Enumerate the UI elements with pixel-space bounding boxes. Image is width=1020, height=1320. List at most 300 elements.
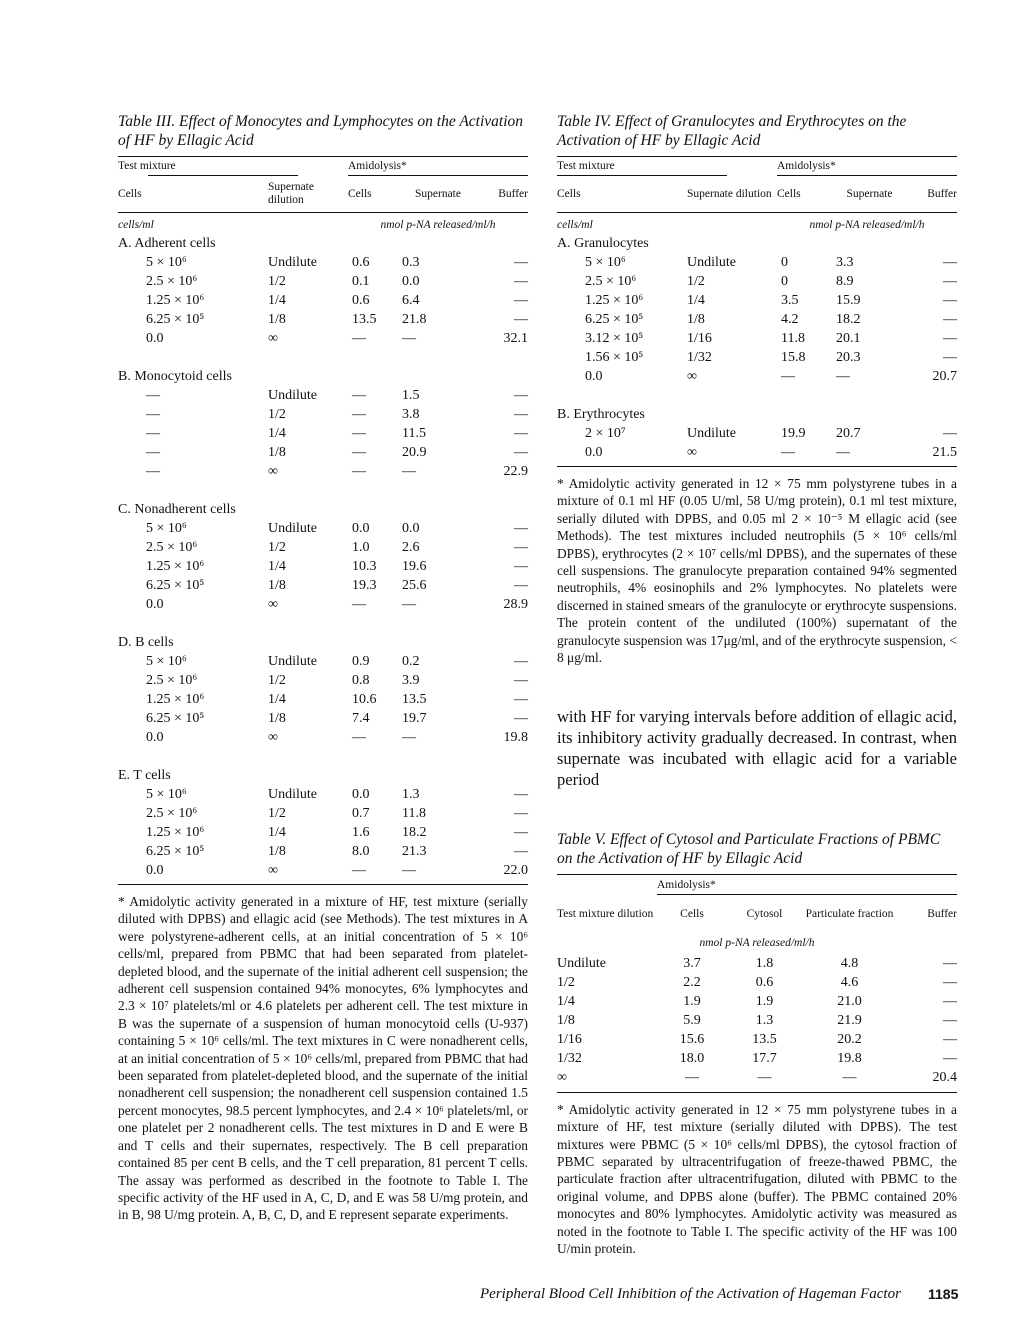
buffer-value: — [514, 406, 528, 422]
particulate-value: 4.8 [840, 956, 859, 972]
table3-footnote: * Amidolytic activity generated in a mixture of HF, test mixture (serially diluted with DPBS) and ellagic acid (see Methods). The test mixtures in A were polystyrene-adherent cells, at an initial concentration of 5 × 10⁶ cells/ml, prepared from PBMC that had been separated from platelet-depleted blood, and the supernate of the initial adherent cell suspension; the adherent cell suspension contained 94% monocytes, 6% lymphocytes and 2.3 × 10⁷ platelets/ml or 4.6 platelets per adherent cell. The test mixture in B was the supernate of a suspension of human monocytoid cells (U-937) containing 5 × 10⁶ cells/ml. The text mixtures in C were nonadherent cells, at an initial concentration of 5 × 10⁶ cells/ml, prepared from PBMC that had been separated from platelet-depleted blood, and the supernate of the initial nonadherent cell suspension; the nonadherent cell suspension contained 1.5 percent monocytes, 98.5 percent lymphocytes, and 2.4 × 10⁶ platelets/ml, or one platelet per 2 nonadherent cells. The test mixtures in D and E were B and T cells and their supernates, respectively. The B cell preparation contained 85 per cent B cells, and the T cell preparation, 81 percent T cells. The assay was performed as described in the footnote to Table I. The specific activity of the HF used in A, C, D, and E was 58 U/mg protein, and in B, 98 U/mg protein. A, B, C, D, and E represent separate experiments. [118, 894, 528, 1223]
table-row [118, 595, 528, 614]
cells-value: — [352, 406, 366, 422]
table5-footnote: * Amidolytic activity generated in 12 × 75 mm polystyrene tubes in a mixture of HF, test mixture (serially diluted with DPBS). The test mixtures were PBMC (5 × 10⁶ cells/ml DPBS), the cytosol fraction of PBMC separated by ultracentrifugation of freeze-thawed PBMC, the particulate fraction after ultracentrifugation, diluted with PBMC to the original volume, and DPBS alone (buffer). The PBMC contained 20% monocytes and 80% lymphocytes. Amidolytic activity was measured as noted in the footnote to Table I. The specific activity of the HF was 100 U/min protein. [557, 1101, 957, 1257]
buffer-value: — [514, 292, 528, 308]
dilution: ∞ [557, 1070, 567, 1086]
section-spacer [118, 481, 528, 500]
section-title: C. Nonadherent cells [118, 501, 236, 517]
cells-value: 0.6 [352, 292, 370, 308]
cell-count: 0.0 [585, 368, 603, 384]
table4-body [557, 234, 957, 462]
table-row [557, 993, 957, 1012]
buffer-value: — [514, 672, 528, 688]
buffer-value: — [943, 292, 957, 308]
cells-value: 8.0 [352, 843, 370, 859]
supernate-value: 1.3 [402, 786, 420, 802]
supernate-value: 0.3 [402, 254, 420, 270]
cell-count: 6.25 × 10⁵ [146, 710, 205, 726]
supernate-dilution: 1/2 [687, 273, 705, 289]
buffer-value: — [514, 691, 528, 707]
particulate-value: — [842, 1070, 857, 1086]
cytosol-value: 17.7 [752, 1051, 777, 1067]
table-row [118, 443, 528, 462]
buffer-value: — [514, 254, 528, 270]
table-row [118, 538, 528, 557]
table5-particulate-header: Particulate fraction [805, 908, 894, 921]
cell-count: 0.0 [146, 862, 164, 878]
cell-count: 1.25 × 10⁶ [146, 292, 205, 308]
particulate-value: 20.2 [837, 1032, 862, 1048]
supernate-value: 11.5 [402, 425, 426, 441]
table5-header [557, 875, 957, 955]
buffer-value: — [514, 311, 528, 327]
supernate-dilution: 1/4 [268, 691, 286, 707]
table-row [118, 424, 528, 443]
supernate-dilution: 1/2 [268, 406, 286, 422]
supernate-dilution: Undilute [687, 425, 736, 441]
body-paragraph: with HF for varying intervals before addition of ellagic acid, its inhibitory activity gradually decreased. In contrast, when supernate was incubated with ellagic acid for a variable period [557, 706, 957, 789]
supernate-value: 6.4 [402, 292, 420, 308]
cell-count: — [146, 444, 160, 460]
page-number: 1185 [928, 1286, 959, 1302]
cells-value: 5.9 [683, 1013, 701, 1029]
table-row [557, 253, 957, 272]
supernate-dilution: 1/8 [268, 710, 286, 726]
cells-value: 15.8 [781, 349, 806, 365]
dilution: Undilute [557, 956, 606, 972]
buffer-value: — [514, 539, 528, 555]
cells-value: 1.9 [683, 994, 701, 1010]
table5 [557, 875, 957, 1088]
section-title: B. Erythrocytes [557, 406, 645, 422]
supernate-dilution: 1/2 [268, 805, 286, 821]
table-row [557, 1069, 957, 1088]
table4-test-mixture-header: Test mixture [557, 157, 777, 179]
table3-header [118, 157, 528, 209]
supernate-value: — [402, 862, 416, 878]
section-spacer [118, 614, 528, 633]
cell-count: 1.56 × 10⁵ [585, 349, 644, 365]
cells-value: 10.3 [352, 558, 377, 574]
table3-cells-header: Cells [118, 187, 142, 200]
supernate-value: — [836, 368, 850, 384]
cell-count: — [146, 425, 160, 441]
section-title-row [118, 234, 528, 253]
cell-count: 6.25 × 10⁵ [585, 311, 644, 327]
table3-amidolysis-header: Amidolysis* [348, 157, 528, 179]
table-row [118, 842, 528, 861]
supernate-dilution: ∞ [268, 596, 278, 612]
table-row [118, 861, 528, 880]
table5-units: nmol p-NA released/ml/h [699, 936, 815, 949]
dilution: 1/8 [557, 1013, 575, 1029]
dilution: 1/4 [557, 994, 575, 1010]
cells-value: 7.4 [352, 710, 370, 726]
supernate-dilution: 1/8 [268, 843, 286, 859]
supernate-value: — [836, 444, 850, 460]
table4-bottom-rule [557, 466, 957, 467]
cells-value: 18.0 [679, 1051, 705, 1067]
supernate-dilution: ∞ [268, 463, 278, 479]
supernate-value: — [402, 330, 416, 346]
cells-value: — [685, 1070, 699, 1086]
supernate-dilution: 1/8 [687, 311, 705, 327]
buffer-value: — [943, 994, 957, 1010]
cells-value: 1.6 [352, 824, 370, 840]
supernate-value: 8.9 [836, 273, 854, 289]
supernate-dilution: ∞ [268, 330, 278, 346]
supernate-dilution: 1/8 [268, 577, 286, 593]
buffer-value: 22.9 [503, 463, 528, 479]
table4-footnote: * Amidolytic activity generated in 12 × 75 mm polystyrene tubes in a mixture of 0.1 ml HF (0.05 U/ml, 58 U/mg protein), 0.1 ml test mixture, serially diluted with DPBS, and 0.05 ml 2 × 10⁻⁵ M ellagic acid (see Methods). The test mixtures included neutrophils (5 × 10⁶ cells/ml DPBS), erythrocytes (2 × 10⁷ cells/ml DPBS), and the supernates of these cell suspensions. The granulocyte preparation contained 94% segmented neutrophils, 4% eosinophils and 2% lymphocytes. No platelets were discerned in stained smears of the granulocyte or erythrocyte suspensions. The protein content of the undiluted (100%) supernatant of the granulocyte suspension was 17μg/ml, and of the erythrocyte suspension, < 8 μg/ml. [557, 476, 957, 666]
buffer-value: — [514, 786, 528, 802]
cells-value: 0.9 [352, 653, 370, 669]
table5-dilution-header: Test mixture dilution [557, 908, 654, 921]
table-row [118, 462, 528, 481]
buffer-value: — [514, 273, 528, 289]
buffer-value: 28.9 [503, 596, 528, 612]
supernate-value: 1.5 [402, 387, 420, 403]
table-row [557, 291, 957, 310]
supernate-dilution: ∞ [687, 368, 697, 384]
cell-count: — [146, 406, 160, 422]
cytosol-value: 0.6 [755, 975, 774, 991]
buffer-value: — [943, 1051, 957, 1067]
table-row [118, 823, 528, 842]
section-spacer [118, 747, 528, 766]
buffer-value: — [943, 273, 957, 289]
cells-value: 10.6 [352, 691, 377, 707]
table4-amidolysis-header: Amidolysis* [777, 157, 957, 179]
table-row [557, 310, 957, 329]
buffer-value: — [514, 710, 528, 726]
table-row [118, 329, 528, 348]
dilution: 1/2 [557, 975, 575, 991]
cells-value: 13.5 [352, 311, 377, 327]
section-title-row [118, 367, 528, 386]
supernate-dilution: Undilute [268, 653, 317, 669]
buffer-value: — [943, 349, 957, 365]
table4-amid-cells-header: Cells [777, 187, 801, 200]
table-row [118, 519, 528, 538]
section-title-row [557, 405, 957, 424]
table-row [118, 671, 528, 690]
cell-count: 0.0 [146, 729, 164, 745]
supernate-dilution: 1/2 [268, 672, 286, 688]
table3-supernate-header: Supernate [415, 187, 461, 200]
buffer-value: — [514, 425, 528, 441]
supernate-value: — [402, 463, 416, 479]
table3-caption: Table III. Effect of Monocytes and Lymphocytes on the Activation of HF by Ellagic Acid [118, 113, 524, 149]
cells-value: 19.3 [352, 577, 377, 593]
section-title: B. Monocytoid cells [118, 368, 232, 384]
cell-count: — [146, 463, 160, 479]
buffer-value: — [943, 1013, 957, 1029]
cytosol-value: 1.9 [755, 994, 774, 1010]
supernate-dilution: 1/4 [268, 558, 286, 574]
cell-count: 0.0 [146, 596, 164, 612]
cells-value: 0.7 [352, 805, 370, 821]
cell-count: 5 × 10⁶ [146, 520, 187, 536]
supernate-value: 3.8 [402, 406, 420, 422]
supernate-dilution: 1/4 [687, 292, 705, 308]
table5-cells-header: Cells [680, 908, 704, 921]
table4-units [557, 209, 957, 234]
buffer-value: — [514, 387, 528, 403]
buffer-value: — [514, 843, 528, 859]
supernate-value: 18.2 [836, 311, 861, 327]
table-row [118, 272, 528, 291]
supernate-dilution: Undilute [268, 520, 317, 536]
table5-caption: Table V. Effect of Cytosol and Particulate Fractions of PBMC on the Activation of HF by Ellagic Acid [557, 830, 941, 867]
section-title: D. B cells [118, 634, 174, 650]
cells-value: 19.9 [781, 425, 806, 441]
section-title-row [118, 766, 528, 785]
running-title: Peripheral Blood Cell Inhibition of the Activation of Hageman Factor [480, 1286, 901, 1302]
table4-buffer-header: Buffer [927, 187, 957, 200]
table-row [557, 974, 957, 993]
cells-value: 4.2 [781, 311, 799, 327]
supernate-dilution: 1/4 [268, 425, 286, 441]
table4 [557, 157, 957, 462]
table-row [557, 424, 957, 443]
table-row [557, 348, 957, 367]
table-row [557, 329, 957, 348]
supernate-value: 18.2 [402, 824, 427, 840]
cell-count: 5 × 10⁶ [146, 653, 187, 669]
buffer-value: — [943, 956, 957, 972]
cell-count: 1.25 × 10⁶ [146, 558, 205, 574]
table-row [118, 386, 528, 405]
table4-caption: Table IV. Effect of Granulocytes and Erythrocytes on the Activation of HF by Ellagic Acid [557, 113, 907, 149]
supernate-value: 3.9 [402, 672, 420, 688]
left-column [118, 112, 528, 1237]
supernate-value: 19.7 [402, 710, 427, 726]
cell-count: 2 × 10⁷ [585, 425, 626, 441]
cells-value: 0.0 [352, 786, 370, 802]
table-row [557, 443, 957, 462]
table-row [118, 557, 528, 576]
buffer-value: — [943, 1032, 957, 1048]
cell-count: 3.12 × 10⁵ [585, 330, 644, 346]
buffer-value: — [943, 311, 957, 327]
table-row [557, 367, 957, 386]
table3-amid-cells-header: Cells [348, 187, 372, 200]
table-row [118, 576, 528, 595]
section-spacer [557, 386, 957, 405]
cell-count: 6.25 × 10⁵ [146, 577, 205, 593]
cell-count: 6.25 × 10⁵ [146, 843, 205, 859]
supernate-value: 3.3 [836, 254, 854, 270]
table5-amidolysis-header: Amidolysis* [657, 875, 957, 899]
buffer-value: — [514, 577, 528, 593]
supernate-value: 0.0 [402, 273, 420, 289]
supernate-value: 2.6 [402, 539, 420, 555]
cells-value: 1.0 [352, 539, 370, 555]
supernate-value: — [402, 596, 416, 612]
cell-count: 5 × 10⁶ [585, 254, 626, 270]
table-row [118, 728, 528, 747]
buffer-value: — [514, 558, 528, 574]
table4-units-left: cells/ml [557, 218, 593, 231]
table3-test-mixture-header: Test mixture [118, 157, 348, 179]
cells-value: — [352, 729, 366, 745]
supernate-dilution: 1/8 [268, 311, 286, 327]
table4-supernate-header: Supernate [846, 187, 893, 200]
section-title-row [557, 234, 957, 253]
cell-count: 5 × 10⁶ [146, 786, 187, 802]
supernate-dilution: ∞ [268, 862, 278, 878]
cells-value: 0 [781, 273, 788, 289]
particulate-value: 4.6 [840, 975, 859, 991]
supernate-dilution: Undilute [268, 387, 317, 403]
buffer-value: 32.1 [503, 330, 528, 346]
cell-count: 2.5 × 10⁶ [146, 805, 198, 821]
cells-value: — [781, 368, 795, 384]
section-title: A. Granulocytes [557, 235, 649, 251]
buffer-value: 19.8 [503, 729, 528, 745]
cells-value: 0.1 [352, 273, 370, 289]
table5-cytosol-header: Cytosol [746, 908, 783, 921]
supernate-dilution: 1/2 [268, 273, 286, 289]
cell-count: 2.5 × 10⁶ [146, 273, 198, 289]
table5-bottom-rule [557, 1092, 957, 1093]
buffer-value: — [514, 824, 528, 840]
buffer-value: 20.4 [932, 1070, 957, 1086]
cell-count: 6.25 × 10⁵ [146, 311, 205, 327]
supernate-dilution: 1/8 [268, 444, 286, 460]
cells-value: — [352, 330, 366, 346]
buffer-value: 20.7 [932, 368, 957, 384]
table-row [557, 1031, 957, 1050]
cells-value: 15.6 [679, 1032, 705, 1048]
table4-cells-header: Cells [557, 187, 581, 200]
table3-units-left: cells/ml [118, 218, 154, 231]
cytosol-value: 1.3 [755, 1013, 774, 1029]
section-title: A. Adherent cells [118, 235, 216, 251]
table-row [118, 804, 528, 823]
supernate-dilution: Undilute [268, 254, 317, 270]
table3-buffer-header: Buffer [498, 187, 528, 200]
table-row [118, 310, 528, 329]
cells-value: — [352, 596, 366, 612]
table5-body [557, 955, 957, 1088]
table-row [118, 785, 528, 804]
table-row [118, 690, 528, 709]
cells-value: — [352, 387, 366, 403]
supernate-value: 21.3 [402, 843, 427, 859]
cell-count: 2.5 × 10⁶ [585, 273, 637, 289]
cells-value: 0.8 [352, 672, 370, 688]
buffer-value: — [514, 520, 528, 536]
supernate-value: 13.5 [402, 691, 427, 707]
cells-value: 11.8 [781, 330, 805, 346]
cell-count: 1.25 × 10⁶ [146, 824, 205, 840]
buffer-value: — [514, 805, 528, 821]
particulate-value: 21.0 [837, 994, 862, 1010]
supernate-value: — [402, 729, 416, 745]
supernate-dilution: 1/4 [268, 292, 286, 308]
dilution: 1/16 [557, 1032, 582, 1048]
section-title: E. T cells [118, 767, 171, 783]
particulate-value: 19.8 [837, 1051, 862, 1067]
supernate-value: 0.2 [402, 653, 420, 669]
section-title-row [118, 633, 528, 652]
supernate-value: 20.1 [836, 330, 861, 346]
cytosol-value: 1.8 [755, 956, 774, 972]
supernate-dilution: 1/2 [268, 539, 286, 555]
cell-count: 0.0 [585, 444, 603, 460]
supernate-value: 21.8 [402, 311, 427, 327]
cell-count: 2.5 × 10⁶ [146, 672, 198, 688]
table3 [118, 157, 528, 880]
table-row [557, 272, 957, 291]
cytosol-value: — [757, 1070, 772, 1086]
cytosol-value: 13.5 [752, 1032, 777, 1048]
cells-value: 0.6 [352, 254, 370, 270]
table3-units-right: nmol p-NA released/ml/h [380, 218, 496, 231]
cell-count: 0.0 [146, 330, 164, 346]
cells-value: 2.2 [683, 975, 701, 991]
dilution: 1/32 [557, 1051, 582, 1067]
table-row [118, 291, 528, 310]
supernate-value: 15.9 [836, 292, 861, 308]
supernate-dilution: 1/32 [687, 349, 712, 365]
supernate-value: 11.8 [402, 805, 426, 821]
buffer-value: — [943, 975, 957, 991]
cell-count: 1.25 × 10⁶ [585, 292, 644, 308]
supernate-value: 20.3 [836, 349, 861, 365]
cells-value: 0.0 [352, 520, 370, 536]
cells-value: 3.7 [683, 956, 701, 972]
cells-value: 0 [781, 254, 788, 270]
cell-count: 5 × 10⁶ [146, 254, 187, 270]
table3-units [118, 209, 528, 234]
cell-count: 2.5 × 10⁶ [146, 539, 198, 555]
table-row [557, 955, 957, 974]
supernate-dilution: Undilute [268, 786, 317, 802]
supernate-dilution: ∞ [687, 444, 697, 460]
table4-units-right: nmol p-NA released/ml/h [809, 218, 925, 231]
section-spacer [118, 348, 528, 367]
supernate-value: 20.7 [836, 425, 861, 441]
buffer-value: — [943, 425, 957, 441]
buffer-value: 22.0 [503, 862, 528, 878]
cells-value: — [352, 425, 366, 441]
table-row [118, 405, 528, 424]
section-title-row [118, 500, 528, 519]
right-column [557, 112, 957, 1271]
table3-bottom-rule [118, 884, 528, 885]
cell-count: 1.25 × 10⁶ [146, 691, 205, 707]
buffer-value: — [943, 330, 957, 346]
supernate-value: 0.0 [402, 520, 420, 536]
table-row [557, 1012, 957, 1031]
supernate-value: 19.6 [402, 558, 427, 574]
buffer-value: — [514, 653, 528, 669]
buffer-value: — [943, 254, 957, 270]
table4-dilution-header: Supernate dilution [687, 187, 772, 200]
particulate-value: 21.9 [837, 1013, 862, 1029]
supernate-dilution: 1/16 [687, 330, 712, 346]
buffer-value: — [514, 444, 528, 460]
cells-value: — [352, 862, 366, 878]
table-row [118, 253, 528, 272]
cells-value: — [781, 444, 795, 460]
supernate-dilution: ∞ [268, 729, 278, 745]
cell-count: — [146, 387, 160, 403]
